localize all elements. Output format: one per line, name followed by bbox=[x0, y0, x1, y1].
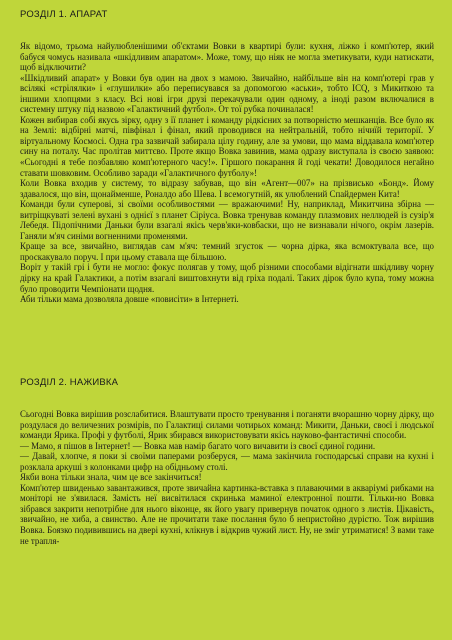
paragraph: Комп'ютер швиденько завантажився, проте звичайна картинка-вставка з плаваючими в акваріумі рибками на моніторі не з'явилася. Замість неї висвітилася скринька маминої електронної пошти. Тільки-но Вовка зібрався закрити непотрібне для нього віконце, як його увагу привернув початок одного з листів. Цікавість, звичайно, не хиба, а свинство. Але не прочитати таке послання було б непристойно дурістю. Тож вирішив Вовка. Боязко подивившись на двері кухні, клікнув і відкрив чужий лист. Ну, не зміг утриматися! З вами таке не трапля- bbox=[20, 482, 434, 546]
paragraph: Аби тільки мама дозволяла довше «повисіти» в Інтернеті. bbox=[20, 294, 239, 305]
paragraph: Якби вона тільки знала, чим це все закінчиться! bbox=[20, 472, 202, 483]
paragraph: — Давай, хлопче, я поки зі своїми паперами розберуся, — мама закінчила господарські справи на кухні і розклала аркуші з колонками цифр на обідньому столі. bbox=[20, 451, 434, 472]
chapter-2-title: РОЗДІЛ 2. НАЖИВКА bbox=[20, 377, 119, 388]
paragraph: Краще за все, звичайно, виглядав сам м'яч: темний згусток — чорна дірка, яка всмоктувала все, що проскакувало поруч. І при цьому ставала ще більшою. bbox=[20, 241, 434, 262]
chapter-2-body bbox=[20, 409, 434, 546]
paragraph: — Мамо, я пішов в Інтернет! — Вовка мав намір багато чого вичавити із своєї єдиної години. bbox=[20, 440, 376, 451]
paragraph: Сьогодні Вовка вирішив розслабитися. Влаштувати просто тренування і поганяти вчорашню чорну дірку, що роздулася до величезних розмірів, по Галактиці силами чотирьох команд: Микити, Даньки, своєї і людської команди Ярика. Профі у футболі, Ярик збирався використовувати якісь науково-фантастичні способи. bbox=[20, 409, 434, 441]
chapter-1-body bbox=[20, 41, 434, 305]
paragraph: Коли Вовка входив у систему, то відразу забував, що він «Агент—007» на прізвисько «Бонд». Йому здавалося, що він, щонайменше, Роналдо або Шева. І всемогутній, як улюблений Спайдермен Кита! bbox=[20, 178, 434, 199]
paragraph: «Шкідливий апарат» у Вовки був один на двох з мамою. Звичайно, найбільше він на комп'ютері грав у всілякі «стрілялки» і «глушилки» або переписувався за допомогою «аськи», тобто ICQ, з Микиткою та іншими хлопцями з класу. Всі нові ігри друзі перекачували один одному, а іноді разом включалися в системну штуку під назвою «Галактичний футбол». От тої рубка починалася! bbox=[20, 72, 434, 115]
paragraph: Воріт у такій грі і бути не могло: фокус полягав у тому, щоб різними способами відігнати шкідливу чорну дірку на край Галактики, а потім взагалі виштовхнути від гріха подалі. Таких дірок було купа, тому можна було проводити Чемпіонати щодня. bbox=[20, 262, 434, 294]
chapter-1-title: РОЗДІЛ 1. АПАРАТ bbox=[20, 9, 108, 20]
paragraph: Команди були суперові, зі своїми особливостями — вражаючими! Ну, наприклад, Микитчина збірна — витріщкуваті зелені вухані з однієї з планет Сіріуса. Вовка тренував команду плазмових неллюдей із сузір'я Лебедя. Підопічними Даньки були взагалі якісь черв'яки-ковбаски, що не визнавали нічого, окрім лазерів. Ганяли м'яч синіми вогненними променями. bbox=[20, 199, 434, 241]
paragraph: Кожен вибирав собі якусь зірку, одну з її планет і команду рідкісних за потворністю мешканців. Все було як на Землі: відбірні матчі, півфінал і фінал, який проводився на нейтральній, тобто нічиїй території. У віртуальному Космосі. Одна гра зазвичай забирала цілу годину, але за умови, що мама віддавала комп'ютер сину на поталу. Час пролітав миттєво. Проте якщо Вовка завинив, мама одразу виступала із своєю заявою: «Сьогодні я тебе позбавляю комп'ютерного часу!». Гіршого покарання й годі чекати! Доводилося негайно ставати шовковим. Особливо заради «Галактичного футболу»! bbox=[20, 114, 434, 178]
paragraph: Як відомо, трьома найулюбленішими об'єктами Вовки в квартирі були: кухня, ліжко і комп'ютер, який бабуся чомусь називала «шкідливим апаратом». Може, тому, що ніяк не могла зметикувати, куди натискати, щоб відключити? bbox=[20, 41, 434, 73]
